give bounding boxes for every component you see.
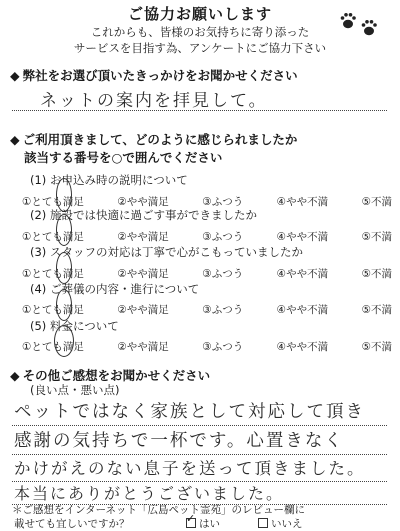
- q2-item-1-option-4[interactable]: ④やや不満: [276, 196, 329, 208]
- q2-item-1-option-5[interactable]: ⑤不満: [361, 196, 392, 208]
- q3-answer-line-2: 感謝の気持ちで一杯です。心置きなく: [14, 431, 344, 451]
- q2-item-5-label: (5) 料金について: [30, 319, 119, 333]
- q2-item-4-options: [22, 302, 392, 317]
- q2-item-3-option-2[interactable]: ②やや満足: [117, 268, 169, 280]
- paw-prints-icon: [338, 4, 382, 40]
- q2-item-3-selection-circle: [56, 252, 72, 284]
- q2-item-4-option-5[interactable]: ⑤不満: [361, 304, 392, 316]
- q2-item-3-option-5[interactable]: ⑤不満: [361, 268, 392, 280]
- q1-marker: ◆: [10, 68, 20, 83]
- q2-item-4-selection-circle: [56, 289, 72, 321]
- q2-item-2-option-5[interactable]: ⑤不満: [361, 231, 392, 243]
- q2-item-3-option-4[interactable]: ④やや不満: [276, 268, 329, 280]
- q3-answer-rule-1: [12, 425, 387, 426]
- q2-item-2-selection-circle: [56, 214, 72, 246]
- intro-line-2: サービスを目指す為、アンケートにご協力下さい: [73, 41, 327, 55]
- q2-item-1-label: (1) お申込み時の説明について: [30, 173, 188, 187]
- q3-answer-line-1: ペットではなく家族として対応して頂き: [14, 402, 365, 422]
- review-consent-yes[interactable]: [186, 516, 220, 531]
- q2-item-4-option-1[interactable]: ①とても満足: [22, 304, 84, 316]
- no-checkbox[interactable]: [258, 518, 268, 528]
- q2-question-line2: 該当する番号を○で囲んでください: [24, 150, 223, 165]
- q2-question-line1: ご利用頂きまして、どのように感じられましたか: [22, 132, 298, 147]
- yes-label: はい: [199, 518, 220, 530]
- q2-item-1-option-1[interactable]: ①とても満足: [22, 196, 84, 208]
- q1-answer-line: [12, 110, 387, 111]
- q2-marker: ◆: [10, 132, 20, 147]
- q2-item-1-option-2[interactable]: ②やや満足: [117, 196, 169, 208]
- q2-item-5-option-1[interactable]: ①とても満足: [22, 341, 84, 353]
- footer-note-line-1: ＊ご感想をインターネット「広島ペット霊苑」のレビュー欄に: [12, 504, 306, 516]
- no-label: いいえ: [271, 518, 303, 530]
- q2-item-2-label: (2) 施設では快適に過ごす事ができましたか: [30, 208, 257, 222]
- q3-marker: ◆: [10, 368, 20, 383]
- q2-question: [10, 130, 297, 148]
- q2-item-4-option-2[interactable]: ②やや満足: [117, 304, 169, 316]
- q1-question-text: 弊社をお選び頂いたきっかけをお聞かせください: [22, 68, 298, 83]
- q2-item-5-option-3[interactable]: ③ふつう: [202, 341, 244, 353]
- q2-item-4-option-4[interactable]: ④やや不満: [276, 304, 329, 316]
- q2-item-5-option-2[interactable]: ②やや満足: [117, 341, 169, 353]
- q3-sub: (良い点・悪い点): [30, 383, 120, 397]
- q2-item-3-label: (3) スタッフの対応は丁寧で心がこもっていましたか: [30, 245, 303, 259]
- yes-checkbox[interactable]: [186, 518, 196, 528]
- review-consent-no[interactable]: [258, 516, 303, 531]
- q2-item-2-option-4[interactable]: ④やや不満: [276, 231, 329, 243]
- q3-question-text: その他ご感想をお聞かせください: [22, 368, 211, 383]
- q3-answer-line-4: 本当にありがとうございました。: [14, 484, 285, 503]
- q2-item-2-option-2[interactable]: ②やや満足: [117, 231, 169, 243]
- q2-item-4-option-3[interactable]: ③ふつう: [202, 304, 244, 316]
- q1-answer: ネットの案内を拝見して。: [40, 91, 268, 111]
- q2-item-5-option-5[interactable]: ⑤不満: [361, 341, 392, 353]
- q2-item-5-options: [22, 339, 392, 354]
- q2-item-3-option-1[interactable]: ①とても満足: [22, 268, 84, 280]
- q2-item-1-option-3[interactable]: ③ふつう: [202, 196, 244, 208]
- q2-item-2-option-3[interactable]: ③ふつう: [202, 231, 244, 243]
- q2-item-5-selection-circle: [54, 325, 74, 357]
- q2-item-5-option-4[interactable]: ④やや不満: [276, 341, 329, 353]
- q2-item-2-option-1[interactable]: ①とても満足: [22, 231, 84, 243]
- q1-question: [10, 66, 298, 84]
- page-title: ご協力お願いします: [127, 5, 272, 23]
- q2-item-4-label: (4) ご葬儀の内容・進行について: [30, 282, 200, 296]
- q3-answer-line-3: かけがえのない息子を送って頂きました。: [14, 459, 366, 478]
- q2-item-3-option-3[interactable]: ③ふつう: [202, 268, 244, 280]
- q2-item-2-options: [22, 229, 392, 244]
- footer-note-line-2: 載せても宜しいですか？: [14, 518, 130, 530]
- q2-item-3-options: [22, 266, 392, 281]
- intro-line-1: これからも、皆様のお気持ちに寄り添った: [90, 25, 310, 39]
